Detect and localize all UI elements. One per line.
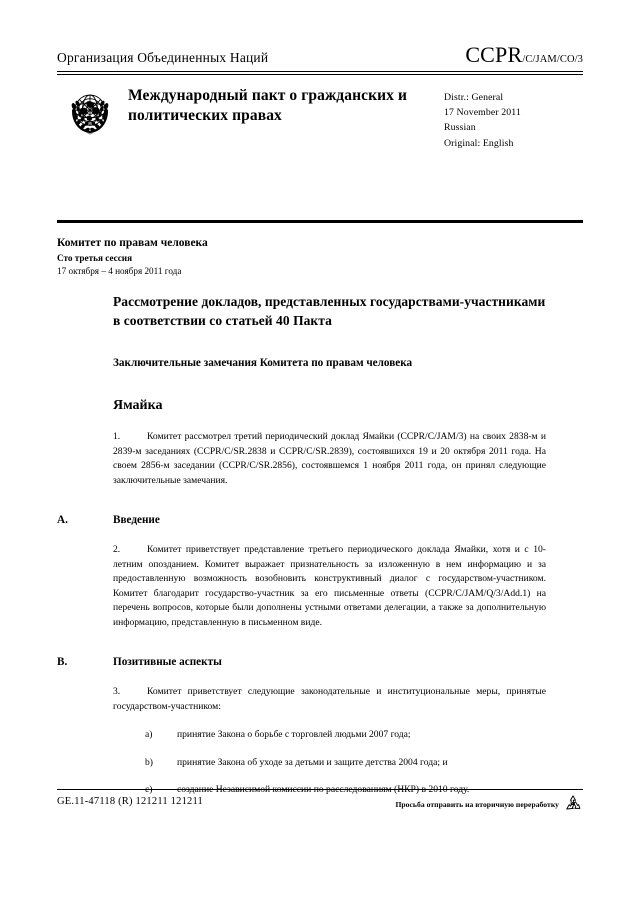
section-a-letter: A.: [57, 514, 68, 527]
list-item: [113, 756, 546, 771]
page-title: Рассмотрение докладов, представленных государствами-участниками в соответствии со статьей 40 Пакта: [113, 294, 546, 328]
recycle-note-text: Просьба отправить на вторичную переработку: [395, 799, 559, 809]
committee-dates: 17 октября – 4 ноября 2011 года: [57, 266, 182, 277]
covenant-title: Международный пакт о гражданских и политических правах: [128, 87, 408, 125]
distr-language: Russian: [444, 122, 476, 134]
masthead: [57, 44, 583, 66]
distr-line: Distr.: General: [444, 92, 504, 103]
masthead-row: [57, 44, 583, 66]
distr-original: Original: English: [444, 137, 514, 149]
document-symbol-main: CCPR: [465, 42, 523, 67]
section-b-heading: [57, 655, 546, 670]
section-a-title: Введение: [113, 514, 160, 527]
un-emblem-icon: [62, 85, 118, 141]
section-b-letter: B.: [57, 656, 68, 669]
committee-name: Комитет по правам человека: [57, 237, 208, 249]
list-item-marker: b): [145, 756, 153, 768]
list-item: [113, 728, 546, 743]
document-code: GE.11-47118 (R) 121211 121211: [57, 796, 203, 807]
paragraph-2: [113, 543, 546, 630]
header-rule: [57, 71, 583, 75]
list-item-text: принятие Закона об уходе за детьми и защите детства 2004 года; и: [177, 756, 448, 768]
organization-name: Организация Объединенных Наций: [57, 50, 269, 66]
committee-block: [57, 236, 477, 279]
footer-rule: [57, 789, 583, 790]
document-symbol: [465, 44, 583, 66]
document-subtitle: Заключительные замечания Комитета по правам человека: [113, 357, 413, 370]
country-heading: Ямайка: [113, 397, 163, 413]
section-a: [57, 513, 546, 630]
paragraph-1: [113, 430, 546, 488]
paragraph-1-text: Комитет рассмотрел третий периодический доклад Ямайки (CCPR/C/JAM/3) на своих 2838-м и 2839-м заседаниях (CCPR/C/SR.2838 и CCPR/C/SR.2839), состоявшихся 19 и 20 октября 2011 года. На своем 2856-м заседании (CCPR/C/SR.2856), состоявшемся 1 ноября 2011 года, он принял следующие заключительные замечания.: [113, 431, 546, 486]
document-body: [57, 293, 546, 798]
paragraph-3: [113, 685, 546, 714]
paragraph-2-text: Комитет приветствует представление третьего периодического доклада Ямайки, хотя и с 10-летним опозданием. Комитет выражает признательность за изложенную в нем информацию и за предоставленную возможность возобновить конструктивный диалог с государством-участником. Комитет благодарит государство-участник за его письменные ответы (CCPR/C/JAM/Q/3/Add.1) на перечень вопросов, которые были дополнены устными ответами делегации, а также за дополнительную информацию, представленную в письменном виде.: [113, 543, 546, 628]
recycle-icon: [563, 794, 583, 814]
list-item-text: принятие Закона о борьбе с торговлей людьми 2007 года;: [177, 729, 411, 741]
positive-measures-list: [113, 728, 546, 798]
distribution-block: [444, 90, 594, 151]
section-b-title: Позитивные аспекты: [113, 656, 222, 669]
document-symbol-suffix: /C/JAM/CO/3: [522, 54, 583, 65]
section-rule: [57, 220, 583, 223]
recycle-notice: [395, 794, 583, 814]
paragraph-3-text: Комитет приветствует следующие законодательные и институциональные меры, принятые государством-участником:: [113, 686, 546, 712]
paragraph-3-number: 3.: [113, 686, 121, 698]
committee-session: Сто третья сессия: [57, 252, 133, 263]
paragraph-1-number: 1.: [113, 431, 121, 443]
distr-date: 17 November 2011: [444, 107, 521, 119]
list-item-marker: a): [145, 729, 153, 741]
paragraph-2-number: 2.: [113, 543, 121, 555]
section-b: [57, 655, 546, 797]
section-a-heading: [57, 513, 546, 528]
